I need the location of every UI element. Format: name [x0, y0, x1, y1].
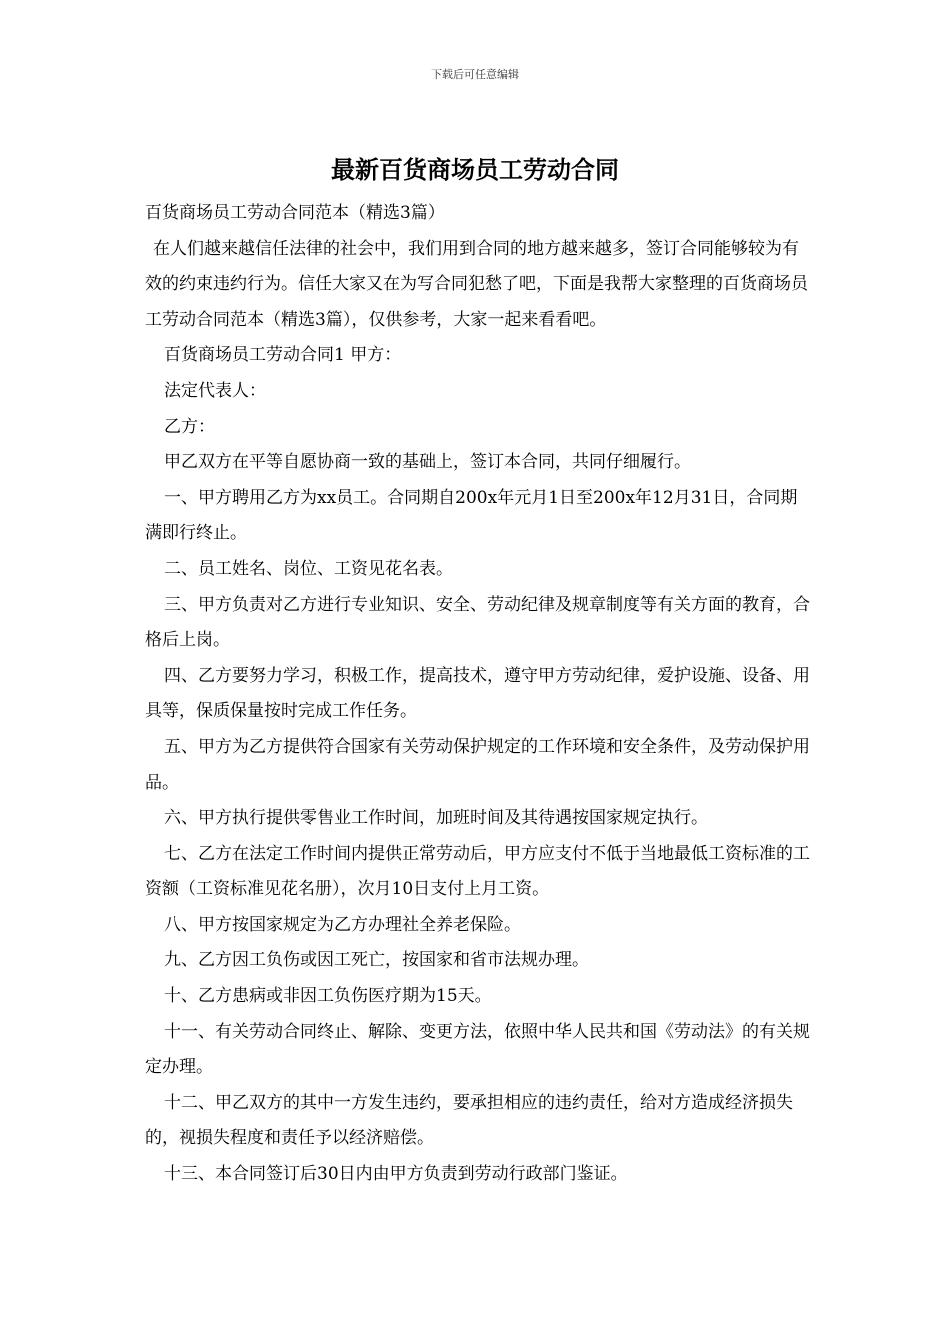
clause-8: 八、甲方按国家规定为乙方办理社全养老保险。 [164, 914, 521, 935]
clause-4: 四、乙方要努力学习，积极工作，提高技术，遵守甲方劳动纪律，爱护设施、设备、用具等，保质保量按时完成工作任务。 [145, 665, 810, 722]
clause-2: 二、员工姓名、岗位、工资见花名表。 [164, 558, 453, 579]
document-subtitle: 百货商场员工劳动合同范本（精选3篇） [145, 203, 445, 223]
clause-13: 十三、本合同签订后30日内由甲方负责到劳动行政部门鉴证。 [164, 1164, 628, 1185]
legal-representative-line: 法定代表人： [164, 380, 266, 401]
document-title: 最新百货商场员工劳动合同 [331, 156, 619, 184]
contract-heading: 百货商场员工劳动合同1 甲方： [164, 345, 402, 366]
document-body [145, 196, 810, 1193]
clause-7: 七、乙方在法定工作时间内提供正常劳动后，甲方应支付不低于当地最低工资标准的工资额（工资标准见花名册），次月10日支付上月工资。 [145, 843, 810, 900]
party-b-line: 乙方： [164, 416, 215, 437]
clause-12: 十二、甲乙双方的其中一方发生违约，要承担相应的违约责任，给对方造成经济损失的，视损失程度和责任予以经济赔偿。 [145, 1092, 793, 1149]
clause-6: 六、甲方执行提供零售业工作时间，加班时间及其待遇按国家规定执行。 [164, 808, 708, 829]
clause-1: 一、甲方聘用乙方为xx员工。合同期自200x年元月1日至200x年12月31日，合同期满即行终止。 [145, 487, 798, 544]
clause-5: 五、甲方为乙方提供符合国家有关劳动保护规定的工作环境和安全条件，及劳动保护用品。 [145, 736, 810, 793]
intro-paragraph: 在人们越来越信任法律的社会中，我们用到合同的地方越来越多，签订合同能够较为有效的约束违约行为。信任大家又在为写合同犯愁了吧，下面是我帮大家整理的百货商场员工劳动合同范本（精选3篇），仅供参考，大家一起来看看吧。 [145, 238, 808, 330]
preamble-paragraph: 甲乙双方在平等自愿协商一致的基础上，签订本合同，共同仔细履行。 [164, 452, 691, 473]
clause-11: 十一、有关劳动合同终止、解除、变更方法，依照中华人民共和国《劳动法》的有关规定办理。 [145, 1021, 810, 1078]
clause-3: 三、甲方负责对乙方进行专业知识、安全、劳动纪律及规章制度等有关方面的教育，合格后上岗。 [145, 594, 810, 651]
header-note: 下载后可任意编辑 [431, 68, 519, 81]
clause-9: 九、乙方因工负伤或因工死亡，按国家和省市法规办理。 [164, 950, 589, 971]
clause-10: 十、乙方患病或非因工负伤医疗期为15天。 [164, 986, 492, 1007]
